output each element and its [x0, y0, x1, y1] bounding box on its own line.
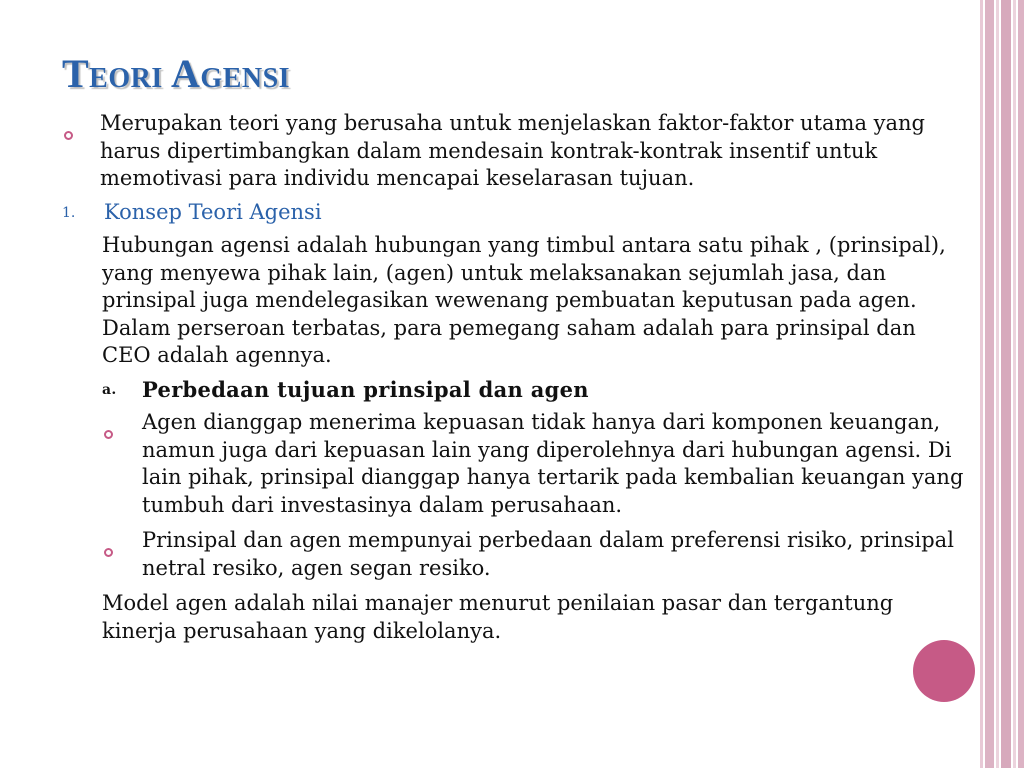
bullet-item: [60, 110, 970, 193]
decorative-circle: [913, 640, 975, 702]
lettered-heading: [60, 376, 970, 404]
ring-bullet-icon: [104, 419, 113, 447]
numbered-heading-text: Konsep Teori Agensi: [104, 199, 322, 224]
bullet-text: Merupakan teori yang berusaha untuk menjelaskan faktor-faktor utama yang harus dipertimbangkan dalam mendesain kontrak-kontrak insentif untuk memotivasi para individu mencapai keselarasan tujuan.: [100, 111, 925, 190]
lettered-heading-text: Perbedaan tujuan prinsipal dan agen: [142, 376, 589, 402]
slide-content: [60, 110, 970, 645]
list-letter: a.: [102, 381, 117, 398]
decorative-stripes: [980, 0, 1024, 768]
paragraph: [60, 590, 970, 645]
list-number: 1.: [62, 204, 76, 221]
numbered-heading: [60, 199, 970, 227]
sub-bullet-text: Prinsipal dan agen mempunyai perbedaan dalam preferensi risiko, prinsipal netral resiko, agen segan resiko.: [142, 528, 954, 580]
sub-bullet-text: Agen dianggap menerima kepuasan tidak hanya dari komponen keuangan, namun juga dari kepuasan lain yang diperolehnya dari hubungan agensi. Di lain pihak, prinsipal dianggap hanya tertarik pada kembalian keuangan yang tumbuh dari investasinya dalam perusahaan.: [142, 410, 964, 517]
paragraph-text: Model agen adalah nilai manajer menurut penilaian pasar dan tergantung kinerja perusahaan yang dikelolanya.: [102, 591, 894, 643]
paragraph: [60, 232, 970, 370]
ring-bullet-icon: [64, 120, 73, 148]
paragraph-text: Hubungan agensi adalah hubungan yang timbul antara satu pihak , (prinsipal), yang menyewa pihak lain, (agen) untuk melaksanakan sejumlah jasa, dan prinsipal juga mendelegasikan wewenang pembuatan keputusan pada agen. Dalam perseroan terbatas, para pemegang saham adalah para prinsipal dan CEO adalah agennya.: [102, 233, 946, 367]
slide-title: Teori Agensi: [62, 51, 291, 96]
sub-bullet-item: [60, 409, 970, 519]
ring-bullet-icon: [104, 537, 113, 565]
sub-bullet-item: [60, 527, 970, 582]
